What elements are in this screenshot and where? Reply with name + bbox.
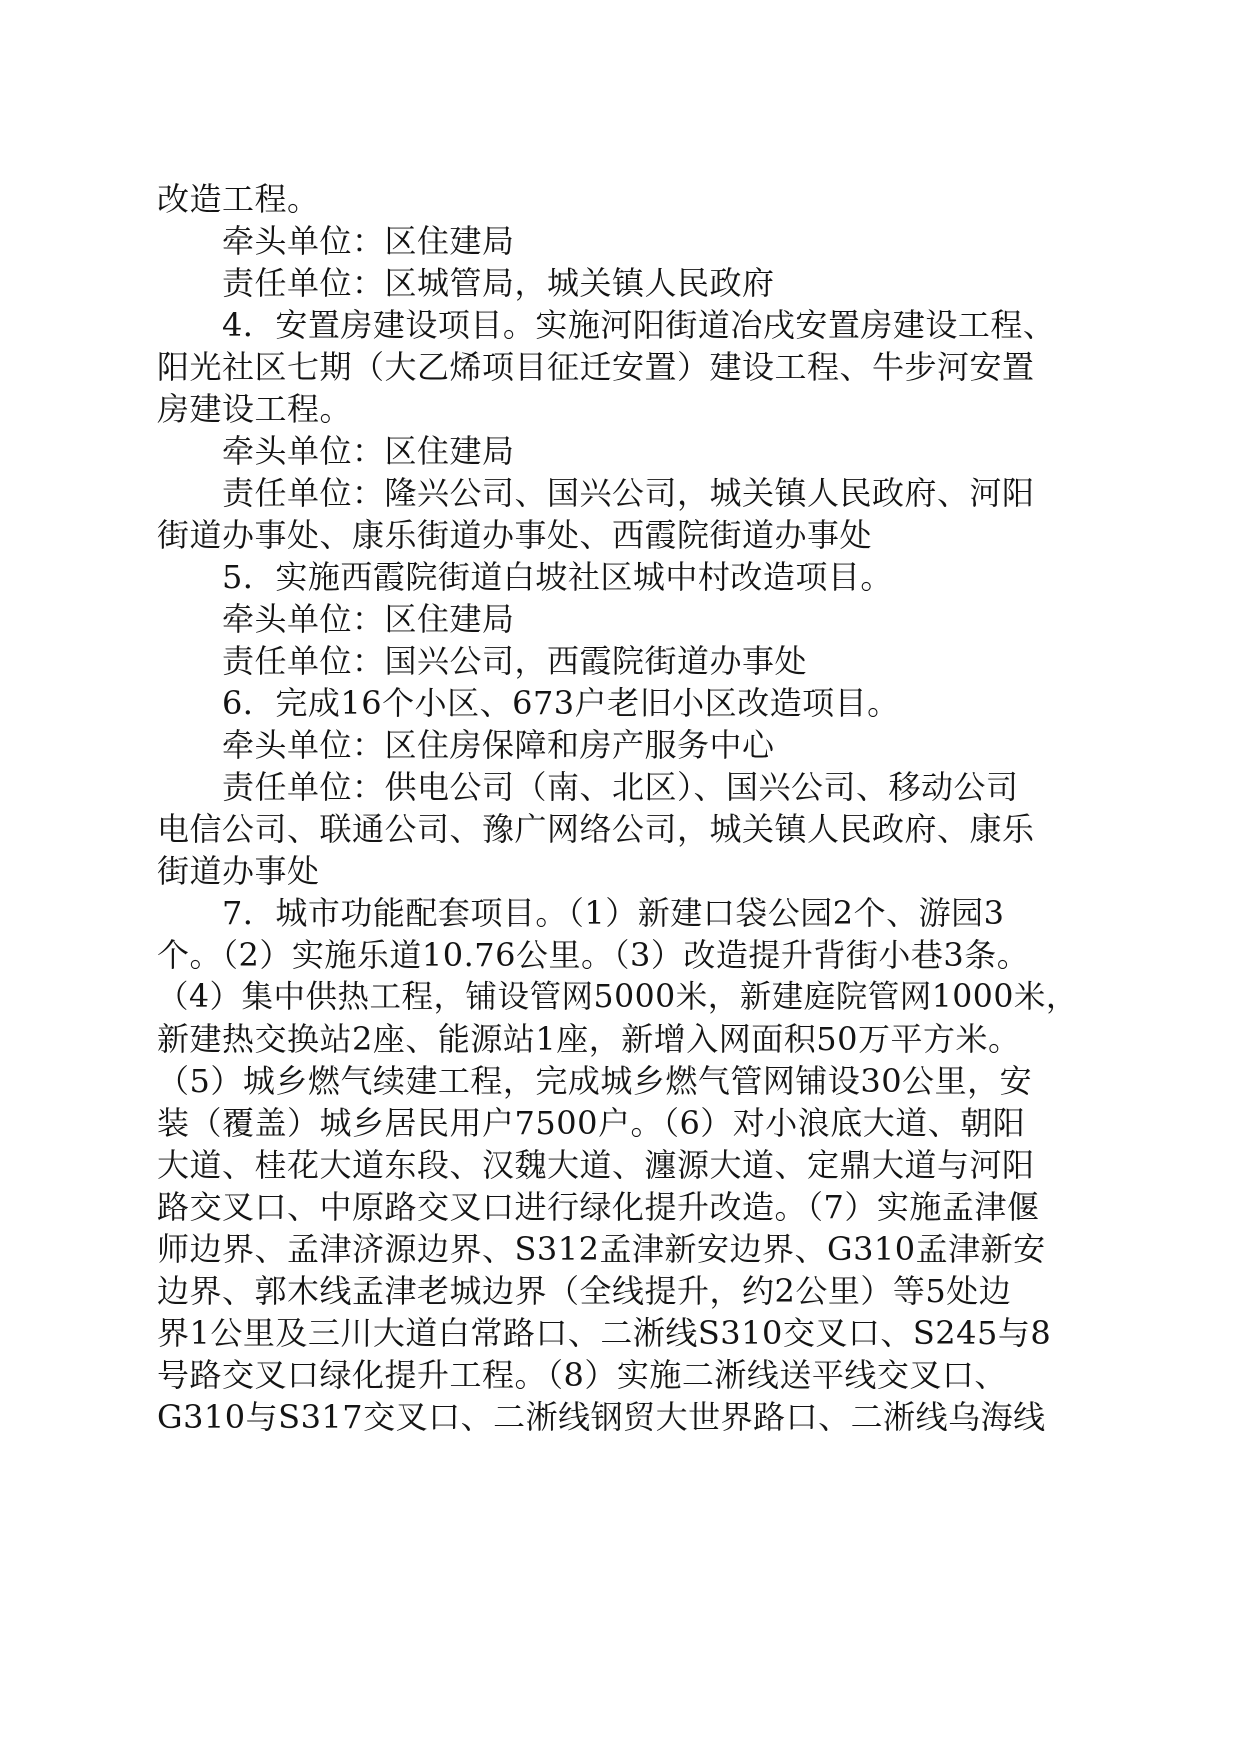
text-line: 大道、桂花大道东段、汉魏大道、瀍源大道、定鼎大道与河阳 [157, 1146, 1035, 1184]
text-line: 装（覆盖）城乡居民用户7500户。（6）对小浪底大道、朝阳 [157, 1104, 1026, 1142]
lead-unit-line: 牵头单位：区住建局 [222, 222, 515, 260]
lead-unit-line: 牵头单位：区住房保障和房产服务中心 [222, 726, 775, 764]
text-line: 电信公司、联通公司、豫广网络公司，城关镇人民政府、康乐 [157, 810, 1035, 848]
item-6-heading: 6．完成16个小区、673户老旧小区改造项目。 [222, 684, 900, 722]
text-line: （4）集中供热工程，铺设管网5000米，新建庭院管网1000米， [157, 979, 1078, 1015]
responsible-unit-line: 责任单位：隆兴公司、国兴公司，城关镇人民政府、河阳 [222, 474, 1035, 512]
responsible-unit-line: 责任单位：区城管局，城关镇人民政府 [222, 264, 775, 302]
item-7-heading: 7．城市功能配套项目。（1）新建口袋公园2个、游园3 [222, 894, 1005, 932]
responsible-unit-line: 责任单位：国兴公司，西霞院街道办事处 [222, 642, 808, 680]
text-line: 街道办事处、康乐街道办事处、西霞院街道办事处 [157, 516, 873, 554]
text-line: 阳光社区七期（大乙烯项目征迁安置）建设工程、牛步河安置 [157, 348, 1035, 386]
text-line: 路交叉口、中原路交叉口进行绿化提升改造。（7）实施孟津偃 [157, 1188, 1040, 1226]
text-line: 师边界、孟津济源边界、S312孟津新安边界、G310孟津新安 [157, 1230, 1046, 1268]
lead-unit-line: 牵头单位：区住建局 [222, 432, 515, 470]
text-line: 街道办事处 [157, 852, 320, 890]
text-line: 号路交叉口绿化提升工程。（8）实施二淅线送平线交叉口、 [157, 1356, 1007, 1394]
text-line: 边界、郭木线孟津老城边界（全线提升，约2公里）等5处边 [157, 1272, 1012, 1310]
lead-unit-line: 牵头单位：区住建局 [222, 600, 515, 638]
text-line: 新建热交换站2座、能源站1座，新增入网面积50万平方米。 [157, 1020, 1021, 1058]
text-line: G310与S317交叉口、二淅线钢贸大世界路口、二淅线乌海线 [157, 1398, 1046, 1436]
text-line: （5）城乡燃气续建工程，完成城乡燃气管网铺设30公里，安 [157, 1062, 1033, 1100]
text-line: 个。（2）实施乐道10.76公里。（3）改造提升背街小巷3条。 [157, 936, 1030, 974]
responsible-unit-line: 责任单位：供电公司（南、北区）、国兴公司、移动公司 [222, 768, 1019, 806]
item-4-heading: 4．安置房建设项目。实施河阳街道冶戌安置房建设工程、 [222, 306, 1056, 344]
text-line: 界1公里及三川大道白常路口、二淅线S310交叉口、S245与8 [157, 1314, 1052, 1352]
text-line: 改造工程。 [157, 180, 320, 218]
item-5-heading: 5．实施西霞院街道白坡社区城中村改造项目。 [222, 558, 893, 596]
text-line: 房建设工程。 [157, 390, 353, 428]
